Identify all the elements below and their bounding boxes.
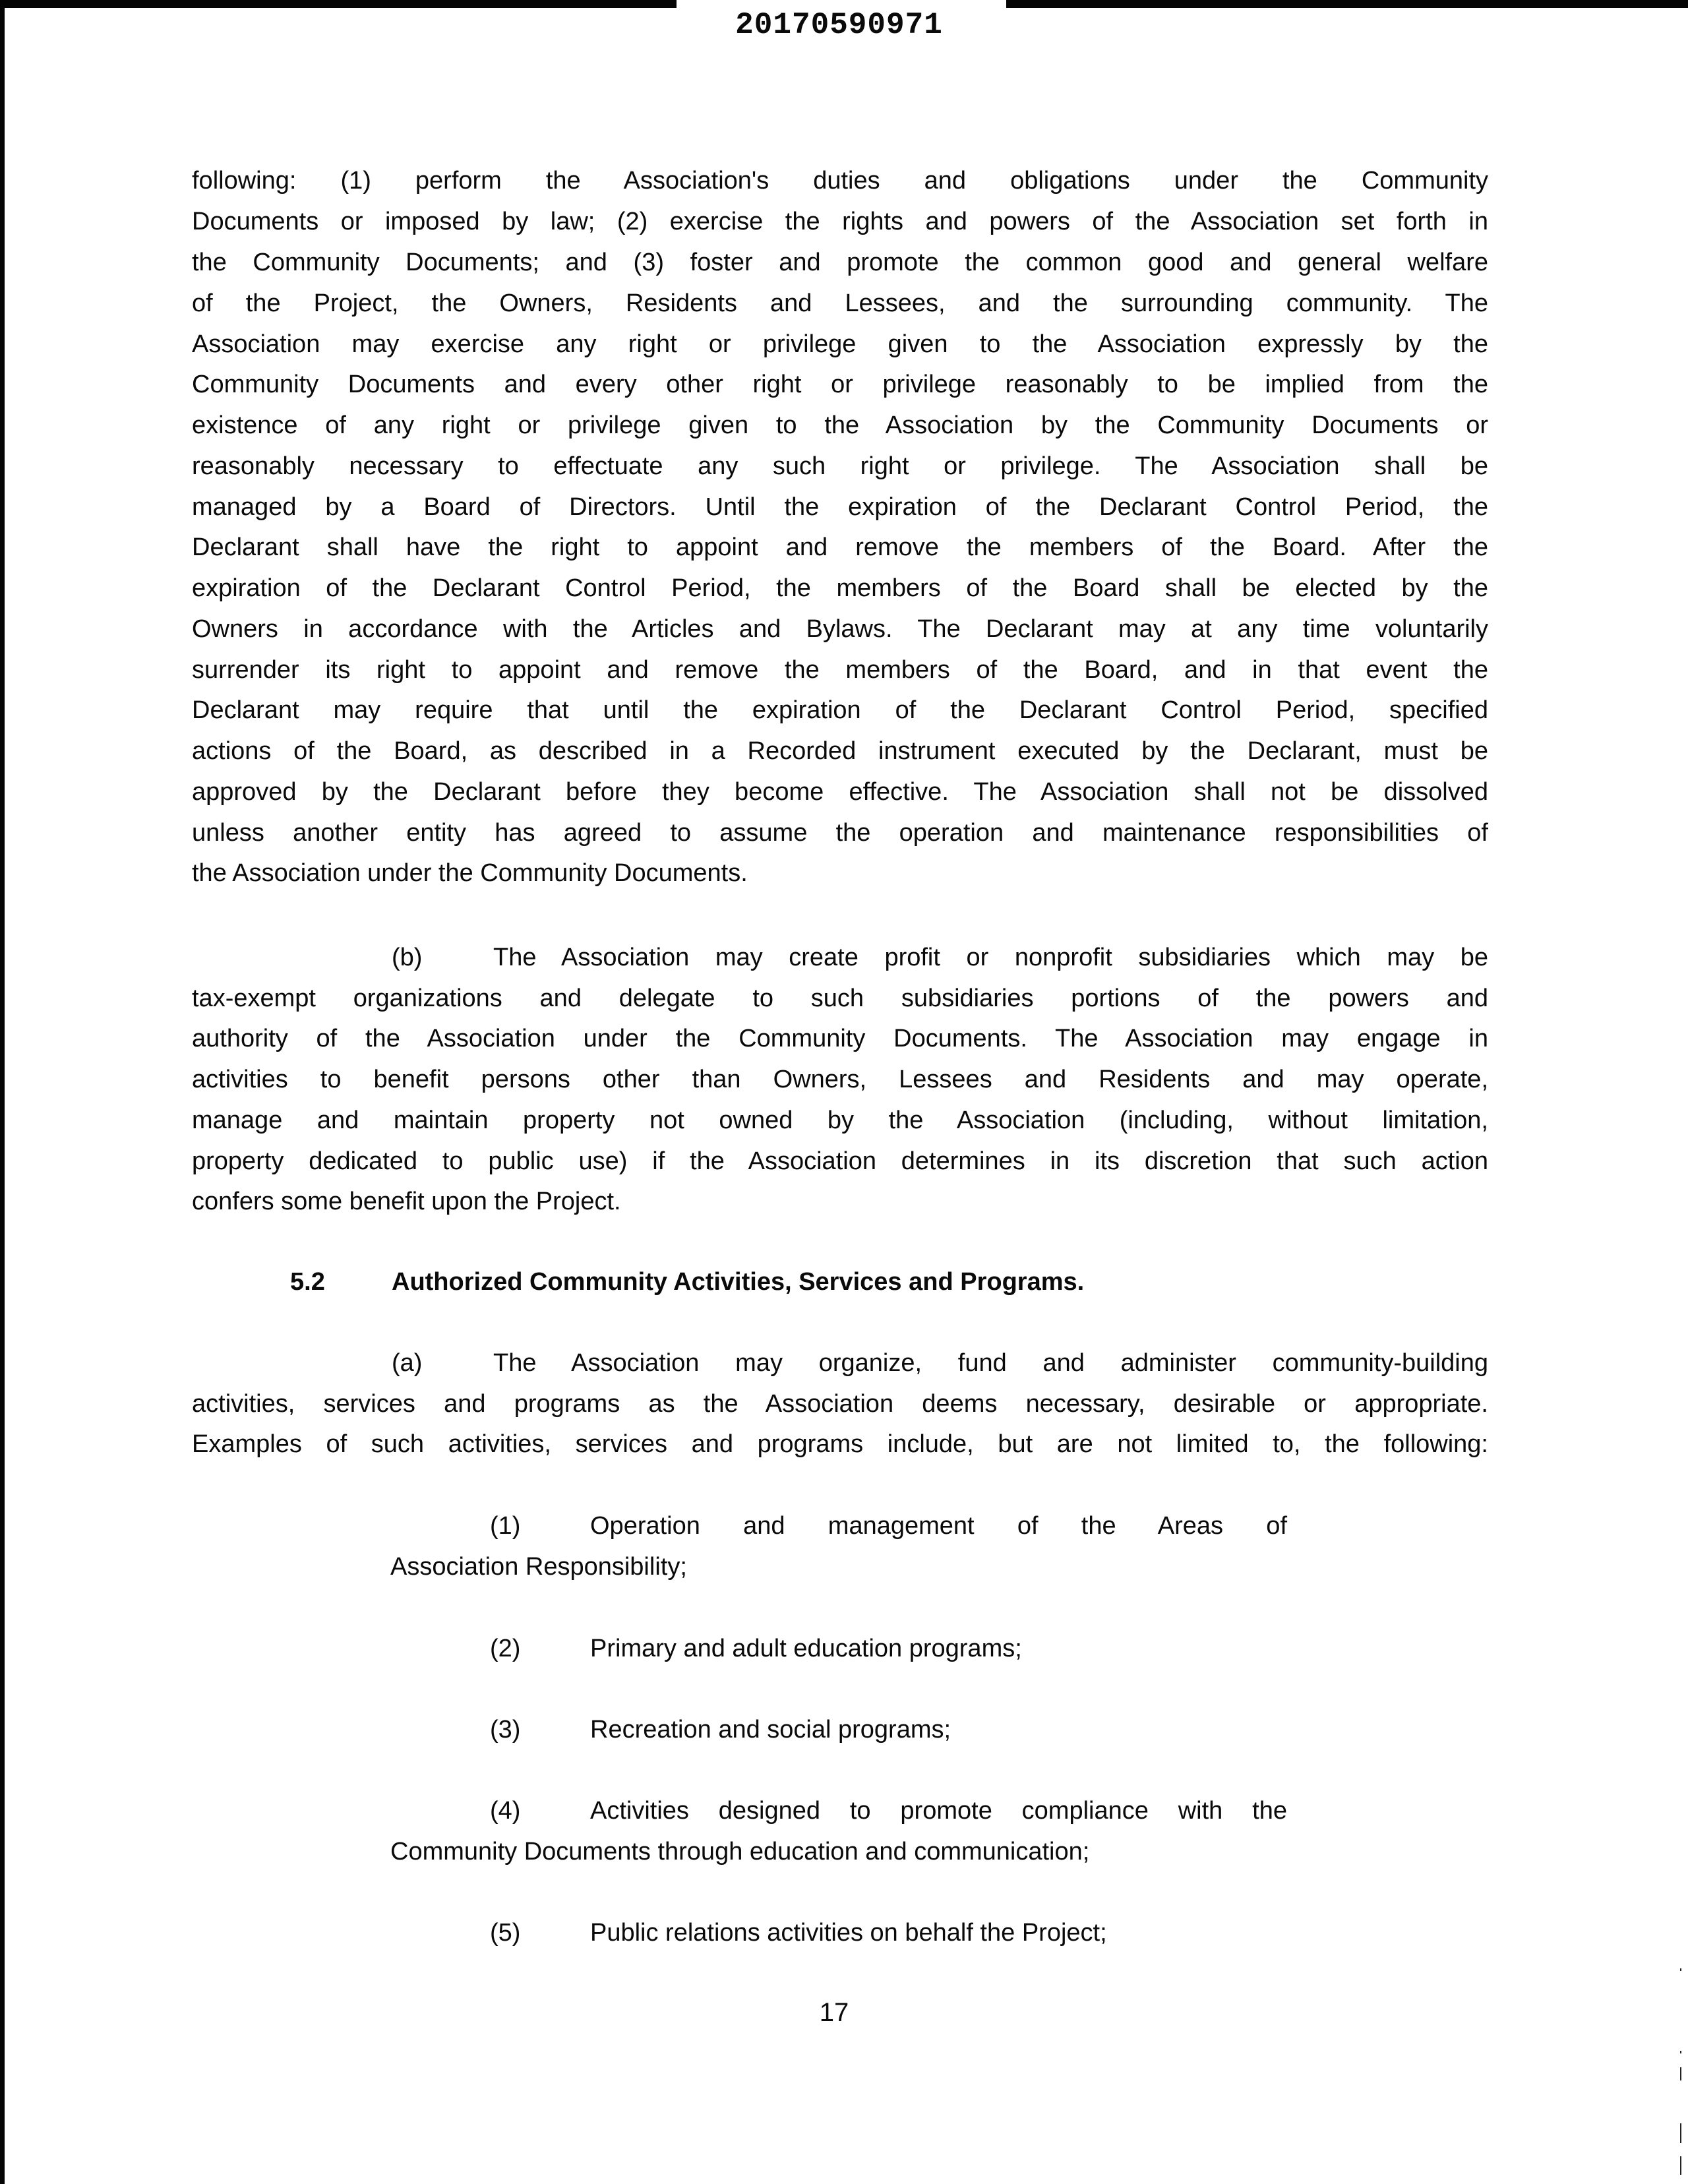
list-item-text: Primary and adult education programs;: [590, 1635, 1022, 1662]
paragraph-label: (b): [392, 944, 423, 971]
list-item-label: (3): [490, 1716, 521, 1744]
list-item-continuation: Community Documents through education and communication;: [390, 1838, 1090, 1866]
text-line: Documents or imposed by law; (2) exercise the rights and powers of the Association set forth in: [192, 208, 1488, 235]
text-line: The Association may organize, fund and administer community-building: [493, 1349, 1488, 1377]
text-line: surrender its right to appoint and remove the members of the Board, and in that event the: [192, 656, 1488, 684]
text-line: activities to benefit persons other than Owners, Lessees and Residents and may operate,: [192, 1066, 1488, 1093]
scan-artifact: [1680, 2156, 1681, 2175]
text-line: expiration of the Declarant Control Period, the members of the Board shall be elected by the: [192, 574, 1488, 602]
text-line: following: (1) perform the Association's duties and obligations under the Community: [192, 167, 1488, 195]
text-line: the Community Documents; and (3) foster and promote the common good and general welfare: [192, 249, 1488, 276]
section-title: Authorized Community Activities, Services and Programs.: [392, 1268, 1085, 1296]
text-line: tax-exempt organizations and delegate to such subsidiaries portions of the powers and: [192, 985, 1488, 1012]
list-item-label: (1): [490, 1512, 521, 1540]
text-line: The Association may create profit or nonprofit subsidiaries which may be: [493, 944, 1488, 971]
text-line: Community Documents and every other right or privilege reasonably to be implied from the: [192, 371, 1488, 398]
list-item-label: (4): [490, 1797, 521, 1825]
text-line: actions of the Board, as described in a Recorded instrument executed by the Declarant, must be: [192, 737, 1488, 765]
text-line: property dedicated to public use) if the Association determines in its discretion that such action: [192, 1147, 1488, 1175]
list-item-label: (5): [490, 1919, 521, 1947]
list-item-label: (2): [490, 1635, 521, 1662]
text-line: Declarant may require that until the expiration of the Declarant Control Period, specified: [192, 696, 1488, 724]
scan-border-left: [0, 0, 5, 2184]
text-line: Owners in accordance with the Articles and Bylaws. The Declarant may at any time voluntarily: [192, 615, 1488, 643]
page-number: 17: [819, 1998, 849, 2027]
scan-artifact: [1680, 2067, 1681, 2080]
text-line: reasonably necessary to effectuate any such right or privilege. The Association shall be: [192, 452, 1488, 480]
scan-border-top-left: [0, 0, 677, 8]
text-line: Examples of such activities, services and programs include, but are not limited to, the following:: [192, 1430, 1488, 1458]
text-line: managed by a Board of Directors. Until the expiration of the Declarant Control Period, the: [192, 493, 1488, 521]
text-line: confers some benefit upon the Project.: [192, 1188, 621, 1215]
list-item-continuation: Association Responsibility;: [390, 1553, 687, 1581]
text-line: Declarant shall have the right to appoint and remove the members of the Board. After the: [192, 533, 1488, 561]
text-line: Association may exercise any right or privilege given to the Association expressly by the: [192, 330, 1488, 358]
text-line: unless another entity has agreed to assume the operation and maintenance responsibilities of: [192, 819, 1488, 847]
text-line: activities, services and programs as the Association deems necessary, desirable or appropriate.: [192, 1390, 1488, 1418]
paragraph-label: (a): [392, 1349, 423, 1377]
scan-border-top-right: [1006, 0, 1688, 8]
list-item-text: Recreation and social programs;: [590, 1716, 951, 1744]
scan-artifact: [1680, 2051, 1681, 2053]
text-line: the Association under the Community Documents.: [192, 859, 748, 887]
document-number: 20170590971: [735, 8, 943, 42]
list-item-text: Public relations activities on behalf the Project;: [590, 1919, 1107, 1947]
section-number: 5.2: [290, 1268, 325, 1296]
scan-artifact: [1680, 2123, 1681, 2143]
text-line: approved by the Declarant before they become effective. The Association shall not be dissolved: [192, 778, 1488, 806]
list-item-text: Activities designed to promote compliance with the: [590, 1797, 1287, 1825]
text-line: authority of the Association under the Community Documents. The Association may engage in: [192, 1025, 1488, 1052]
scan-artifact: [1680, 1968, 1681, 1971]
text-line: manage and maintain property not owned by the Association (including, without limitation,: [192, 1107, 1488, 1134]
text-line: of the Project, the Owners, Residents and Lessees, and the surrounding community. The: [192, 289, 1488, 317]
text-line: existence of any right or privilege given to the Association by the Community Documents or: [192, 411, 1488, 439]
list-item-text: Operation and management of the Areas of: [590, 1512, 1287, 1540]
